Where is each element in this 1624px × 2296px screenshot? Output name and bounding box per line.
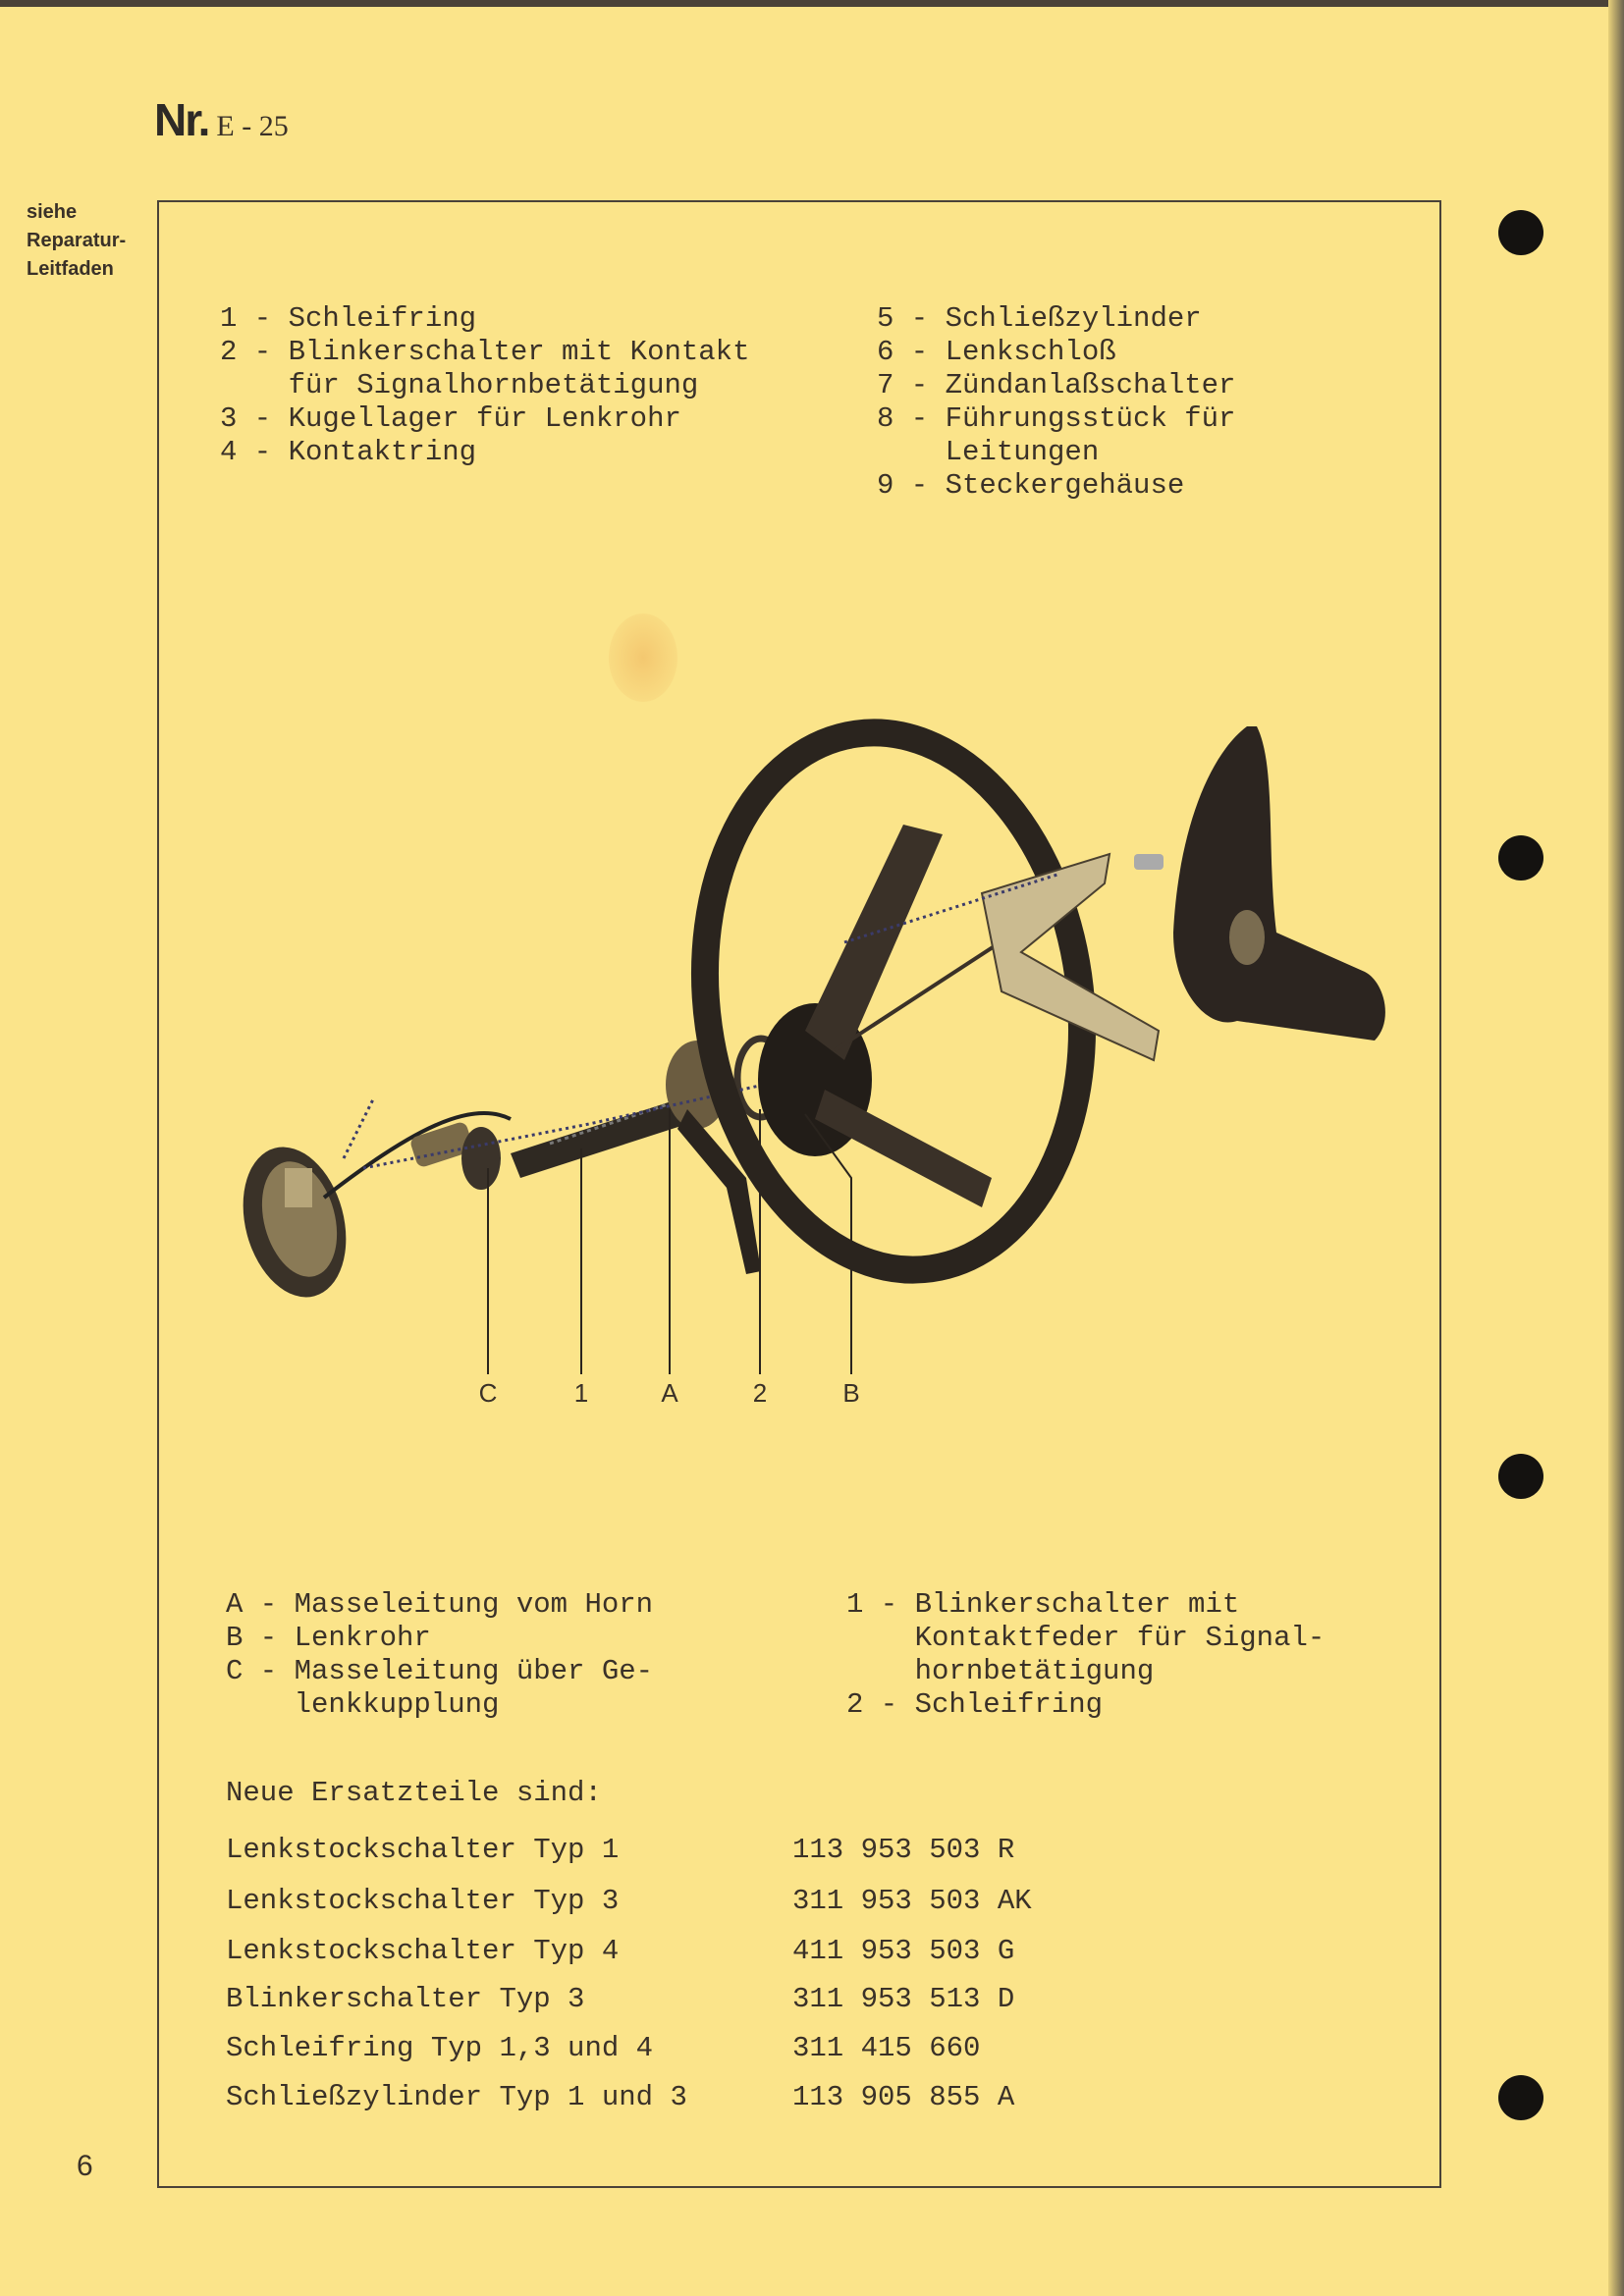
part-name: Lenkstockschalter Typ 1 xyxy=(226,1834,620,1866)
legend-bottom-right xyxy=(846,1588,1325,1722)
legend-bottom-left xyxy=(226,1588,653,1722)
paper-stain xyxy=(609,614,677,702)
punch-hole xyxy=(1498,1454,1543,1499)
legend-item: 9 - Steckergehäuse xyxy=(877,469,1185,502)
part-number: 113 905 855 A xyxy=(792,2081,1015,2113)
legend-item: 2 - Blinkerschalter mit Kontakt xyxy=(220,336,750,368)
page-number: 6 xyxy=(77,2150,93,2182)
legend-item: für Signalhornbetätigung xyxy=(220,369,699,401)
parts-heading: Neue Ersatzteile sind: xyxy=(226,1777,602,1809)
legend-item: 5 - Schließzylinder xyxy=(877,302,1202,335)
diagram-label-b: B xyxy=(842,1378,860,1408)
legend-item: 1 - Schleifring xyxy=(220,302,477,335)
steering-column xyxy=(409,1099,687,1190)
legend-item: 4 - Kontaktring xyxy=(220,436,477,468)
part-name: Lenkstockschalter Typ 4 xyxy=(226,1935,620,1967)
part-number: 311 953 513 D xyxy=(792,1983,1015,2015)
punch-hole xyxy=(1498,210,1543,255)
scan-top-border xyxy=(0,0,1624,7)
diagram-label-a: A xyxy=(661,1378,678,1408)
legend-item: 2 - Schleifring xyxy=(846,1688,1104,1721)
legend-item: Kontaktfeder für Signal- xyxy=(846,1622,1326,1654)
legend-item: 1 - Blinkerschalter mit xyxy=(846,1588,1240,1621)
legend-item: B - Lenkrohr xyxy=(226,1622,431,1654)
side-note-line: Reparatur- xyxy=(27,230,127,251)
side-note-line: Leitfaden xyxy=(27,258,114,280)
legend-item: 7 - Zündanlaßschalter xyxy=(877,369,1236,401)
document-number xyxy=(154,93,289,146)
legend-item: 3 - Kugellager für Lenkrohr xyxy=(220,402,681,435)
legend-item: A - Masseleitung vom Horn xyxy=(226,1588,654,1621)
legend-item: Leitungen xyxy=(877,436,1100,468)
part-number: 311 415 660 xyxy=(792,2032,981,2064)
horn-pad xyxy=(1173,726,1385,1041)
side-note xyxy=(27,198,126,284)
legend-item: C - Masseleitung über Ge- xyxy=(226,1655,654,1687)
diagram-label-1: 1 xyxy=(573,1378,589,1408)
punch-hole xyxy=(1498,835,1543,881)
diagram-label-c: C xyxy=(478,1378,498,1408)
part-number: 311 953 503 AK xyxy=(792,1885,1032,1917)
part-name: Blinkerschalter Typ 3 xyxy=(226,1983,585,2015)
number-value: E - 25 xyxy=(216,110,289,142)
legend-item: hornbetätigung xyxy=(846,1655,1155,1687)
punch-hole xyxy=(1498,2075,1543,2120)
part-name: Schleifring Typ 1,3 und 4 xyxy=(226,2032,654,2064)
side-note-line: siehe xyxy=(27,201,78,223)
diagram-label-2: 2 xyxy=(752,1378,768,1408)
scan-right-edge xyxy=(1608,0,1624,2296)
number-prefix: Nr. xyxy=(154,94,209,145)
legend-item: lenkkupplung xyxy=(226,1688,500,1721)
part-number: 411 953 503 G xyxy=(792,1935,1015,1967)
legend-item: 8 - Führungsstück für xyxy=(877,402,1236,435)
part-number: 113 953 503 R xyxy=(792,1834,1015,1866)
legend-top-right xyxy=(877,302,1235,503)
legend-item: 6 - Lenkschloß xyxy=(877,336,1116,368)
part-name: Lenkstockschalter Typ 3 xyxy=(226,1885,620,1917)
legend-top-left xyxy=(220,302,750,469)
part-name: Schließzylinder Typ 1 und 3 xyxy=(226,2081,687,2113)
steering-column-exploded-diagram xyxy=(216,707,1404,1384)
horn-assembly xyxy=(228,1136,362,1309)
